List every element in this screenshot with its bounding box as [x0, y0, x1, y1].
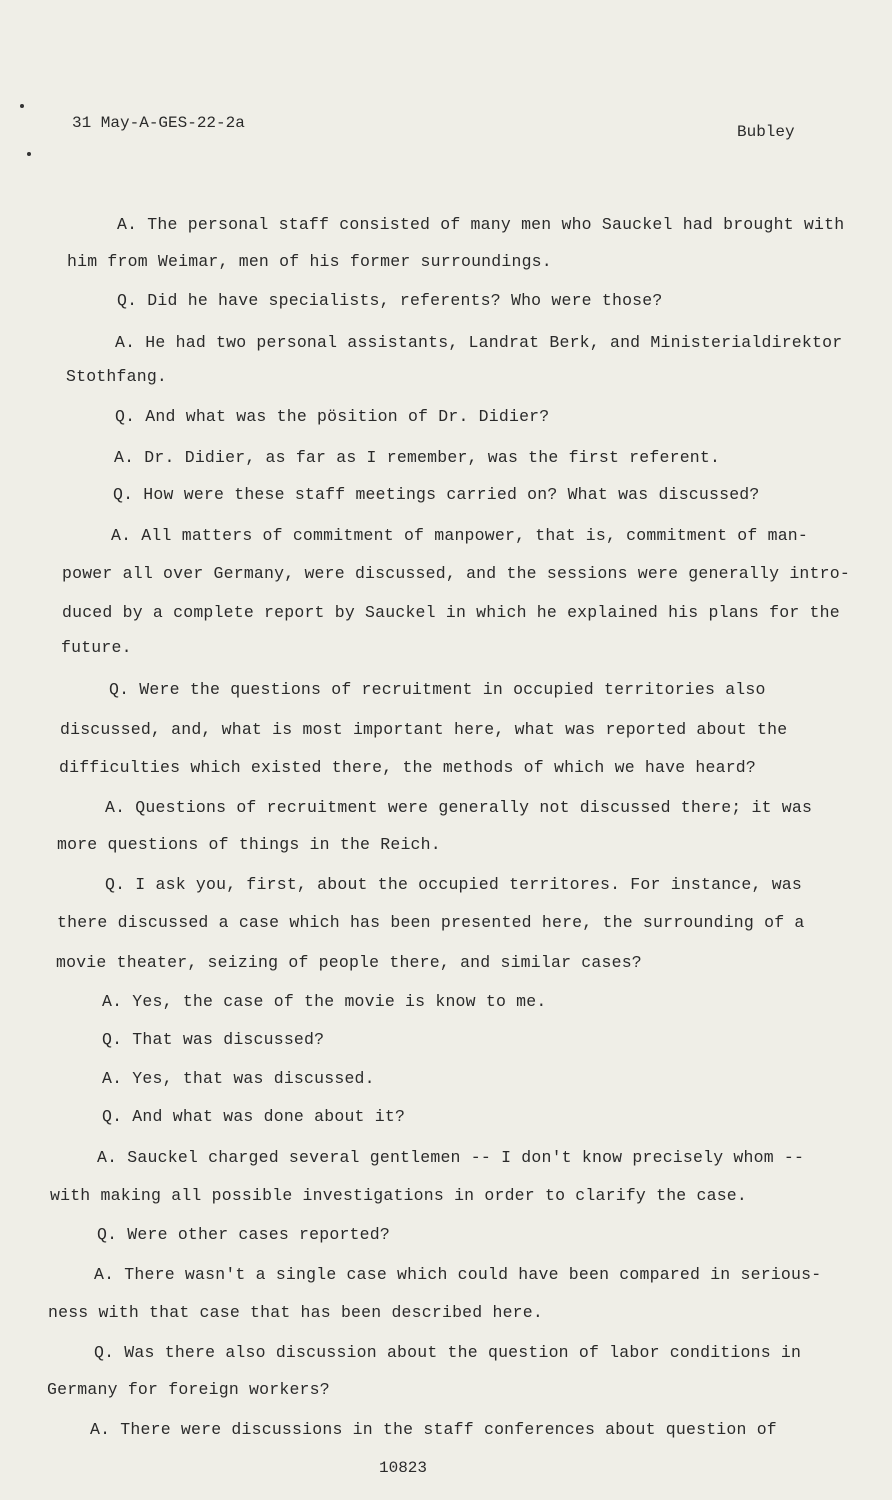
reporter-name: Bubley — [737, 123, 795, 141]
transcript-line: A. He had two personal assistants, Landrat Berk, and Ministerialdirektor — [115, 333, 843, 352]
transcript-line: discussed, and, what is most important here, what was reported about the — [60, 720, 788, 739]
transcript-line: A. Yes, the case of the movie is know to me. — [102, 992, 547, 1011]
transcript-line: there discussed a case which has been presented here, the surrounding of a — [57, 913, 805, 932]
transcript-line: A. There were discussions in the staff conferences about question of — [90, 1420, 777, 1439]
transcript-line: duced by a complete report by Sauckel in which he explained his plans for the — [62, 603, 840, 622]
transcript-line: difficulties which existed there, the methods of which we have heard? — [59, 758, 757, 777]
transcript-line: Stothfang. — [66, 367, 168, 386]
transcript-line: future. — [61, 638, 132, 657]
transcript-line: A. There wasn't a single case which could have been compared in serious- — [94, 1265, 822, 1284]
transcript-line: Germany for foreign workers? — [47, 1380, 330, 1399]
transcript-line: Q. That was discussed? — [102, 1030, 325, 1049]
transcript-line: him from Weimar, men of his former surroundings. — [67, 252, 552, 271]
transcript-line: Q. And what was done about it? — [102, 1107, 406, 1126]
transcript-line: more questions of things in the Reich. — [57, 835, 441, 854]
punch-mark — [27, 152, 31, 156]
transcript-line: A. Questions of recruitment were generally not discussed there; it was — [105, 798, 813, 817]
transcript-line: A. Dr. Didier, as far as I remember, was the first referent. — [114, 448, 721, 467]
transcript-line: movie theater, seizing of people there, and similar cases? — [56, 953, 642, 972]
transcript-line: Q. And what was the pösition of Dr. Didier? — [115, 407, 550, 426]
transcript-line: A. All matters of commitment of manpower, that is, commitment of man- — [111, 526, 809, 545]
transcript-line: Q. Did he have specialists, referents? Who were those? — [117, 291, 663, 310]
transcript-line: with making all possible investigations in order to clarify the case. — [50, 1186, 748, 1205]
transcript-line: Q. I ask you, first, about the occupied territores. For instance, was — [105, 875, 803, 894]
punch-mark — [20, 104, 24, 108]
transcript-line: Q. Was there also discussion about the question of labor conditions in — [94, 1343, 802, 1362]
transcript-line: Q. Were the questions of recruitment in occupied territories also — [109, 680, 766, 699]
transcript-line: A. Sauckel charged several gentlemen -- I don't know precisely whom -- — [97, 1148, 805, 1167]
document-reference: 31 May-A-GES-22-2a — [72, 114, 245, 132]
page-number: 10823 — [379, 1459, 428, 1477]
transcript-line: A. Yes, that was discussed. — [102, 1069, 375, 1088]
transcript-line: ness with that case that has been described here. — [48, 1303, 543, 1322]
transcript-line: A. The personal staff consisted of many men who Sauckel had brought with — [117, 215, 845, 234]
transcript-line: power all over Germany, were discussed, and the sessions were generally intro- — [62, 564, 850, 583]
transcript-line: Q. How were these staff meetings carried on? What was discussed? — [113, 485, 760, 504]
transcript-line: Q. Were other cases reported? — [97, 1225, 390, 1244]
